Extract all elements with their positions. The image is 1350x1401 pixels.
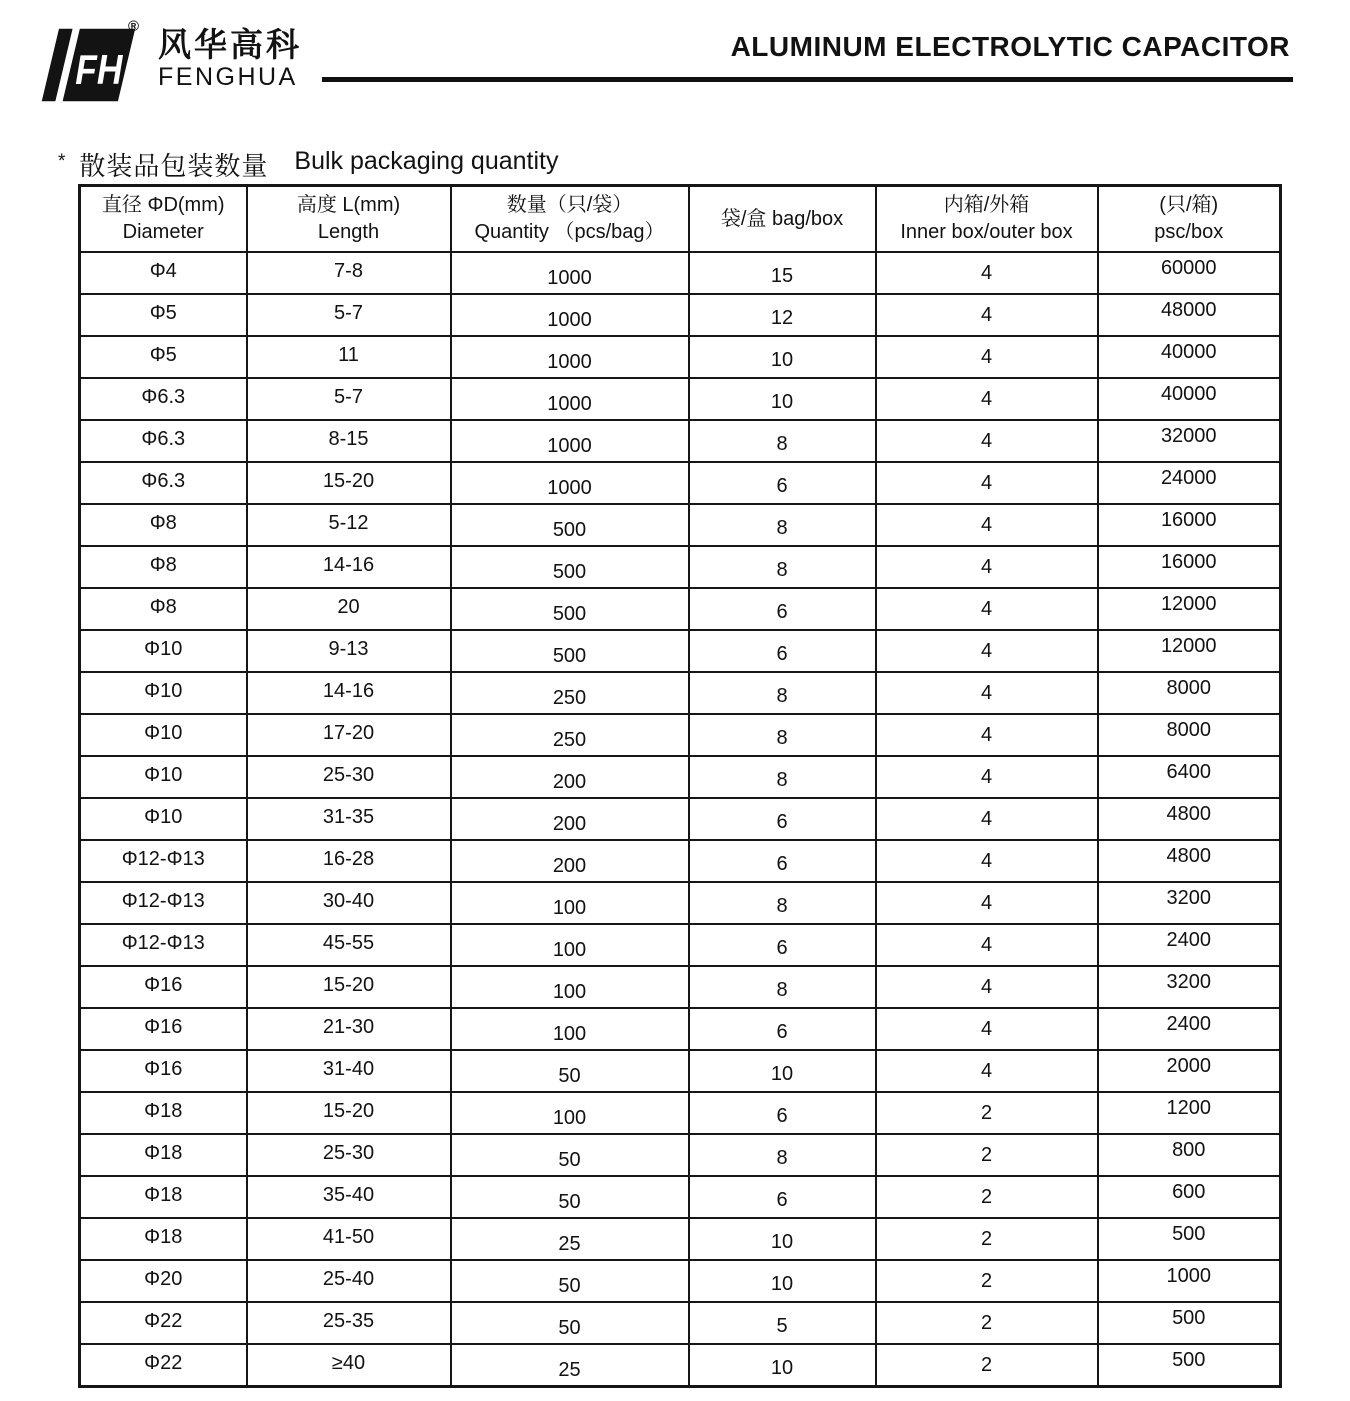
cell: 4 [876,924,1098,966]
cell: 24000 [1098,462,1281,504]
cell: 4 [876,378,1098,420]
cell: 20 [247,588,451,630]
cell: 4 [876,966,1098,1008]
table-row [80,1344,1281,1387]
brand-text [158,28,302,90]
cell: 250 [451,714,689,756]
table-row [80,378,1281,420]
cell: 30-40 [247,882,451,924]
cell: 8 [689,672,876,714]
cell: 8-15 [247,420,451,462]
cell: 14-16 [247,546,451,588]
cell: Φ18 [80,1176,247,1218]
page-title: ALUMINUM ELECTROLYTIC CAPACITOR [730,31,1290,62]
cell: 1000 [451,252,689,294]
cell: 3200 [1098,882,1281,924]
cell: 15 [689,252,876,294]
cell: 500 [451,504,689,546]
cell: 8 [689,882,876,924]
table-row [80,1134,1281,1176]
cell: 4 [876,504,1098,546]
cell: 5-12 [247,504,451,546]
cell: 2 [876,1176,1098,1218]
cell: 6 [689,1176,876,1218]
cell: 4 [876,882,1098,924]
cell: 17-20 [247,714,451,756]
cell: 5-7 [247,378,451,420]
cell: 1000 [451,294,689,336]
table-row [80,252,1281,294]
cell: 10 [689,336,876,378]
cell: Φ8 [80,546,247,588]
cell: 35-40 [247,1176,451,1218]
cell: Φ16 [80,1008,247,1050]
cell: 250 [451,672,689,714]
cell: 32000 [1098,420,1281,462]
table-row [80,882,1281,924]
cell: 31-35 [247,798,451,840]
cell: 4 [876,462,1098,504]
cell: 25-30 [247,756,451,798]
table-row [80,840,1281,882]
cell: Φ5 [80,336,247,378]
cell: 50 [451,1134,689,1176]
cell: 2 [876,1092,1098,1134]
cell: 6 [689,840,876,882]
cell: 50 [451,1260,689,1302]
table-row [80,1260,1281,1302]
cell: 1000 [1098,1260,1281,1302]
column-header-3: 袋/盒 bag/box [689,186,876,253]
cell: 7-8 [247,252,451,294]
cell: 4800 [1098,840,1281,882]
cell: Φ16 [80,1050,247,1092]
table-row [80,588,1281,630]
cell: 800 [1098,1134,1281,1176]
cell: 500 [451,546,689,588]
table-row [80,462,1281,504]
cell: 100 [451,924,689,966]
cell: 6 [689,924,876,966]
cell: 500 [451,630,689,672]
cell: 4 [876,336,1098,378]
cell: 2 [876,1218,1098,1260]
cell: Φ18 [80,1134,247,1176]
cell: Φ10 [80,798,247,840]
table-row [80,924,1281,966]
cell: 6 [689,588,876,630]
cell: 4800 [1098,798,1281,840]
cell: 4 [876,588,1098,630]
cell: 45-55 [247,924,451,966]
cell: 41-50 [247,1218,451,1260]
cell: 600 [1098,1176,1281,1218]
cell: 8 [689,714,876,756]
cell: Φ10 [80,756,247,798]
table-row [80,1176,1281,1218]
cell: 16000 [1098,546,1281,588]
cell: 8 [689,420,876,462]
header-row [80,186,1281,253]
cell: Φ8 [80,504,247,546]
cell: 2400 [1098,1008,1281,1050]
cell: 4 [876,1008,1098,1050]
cell: 4 [876,756,1098,798]
column-header-2: 数量（只/袋） Quantity （pcs/bag） [451,186,689,253]
cell: Φ4 [80,252,247,294]
cell: 31-40 [247,1050,451,1092]
cell: Φ5 [80,294,247,336]
cell: 48000 [1098,294,1281,336]
bulk-packaging-table [78,184,1282,1388]
cell: 4 [876,714,1098,756]
cell: 500 [1098,1302,1281,1344]
cell: 10 [689,378,876,420]
table-row [80,420,1281,462]
cell: 8 [689,504,876,546]
cell: Φ22 [80,1302,247,1344]
cell: 6 [689,798,876,840]
table-row [80,504,1281,546]
cell: 10 [689,1050,876,1092]
section-title-chinese: 散装品包装数量 [79,151,269,181]
section-heading [58,146,558,183]
svg-text:FH: FH [75,46,124,94]
cell: 1000 [451,462,689,504]
cell: 16000 [1098,504,1281,546]
cell: Φ6.3 [80,378,247,420]
cell: 4 [876,672,1098,714]
cell: 14-16 [247,672,451,714]
cell: 50 [451,1176,689,1218]
section-title-english: Bulk packaging quantity [294,147,559,175]
cell: ≥40 [247,1344,451,1387]
cell: 12000 [1098,588,1281,630]
cell: 60000 [1098,252,1281,294]
cell: Φ22 [80,1344,247,1387]
cell: 21-30 [247,1008,451,1050]
brand-name-chinese: 风华高科 [158,26,302,63]
cell: 25-35 [247,1302,451,1344]
cell: 11 [247,336,451,378]
cell: 50 [451,1050,689,1092]
cell: 5-7 [247,294,451,336]
cell: 1000 [451,420,689,462]
table-row [80,756,1281,798]
table-row [80,336,1281,378]
table-row [80,966,1281,1008]
cell: 6 [689,462,876,504]
cell: 25 [451,1344,689,1387]
cell: Φ16 [80,966,247,1008]
table-row [80,1092,1281,1134]
cell: 200 [451,840,689,882]
cell: 8 [689,966,876,1008]
cell: 9-13 [247,630,451,672]
cell: 500 [451,588,689,630]
fenghua-logo-mark [38,26,138,104]
cell: 4 [876,294,1098,336]
cell: 6 [689,1008,876,1050]
table-row [80,714,1281,756]
cell: 8000 [1098,714,1281,756]
cell: 2 [876,1344,1098,1387]
cell: 6400 [1098,756,1281,798]
table-row [80,1218,1281,1260]
cell: Φ12-Φ13 [80,924,247,966]
cell: 1000 [451,378,689,420]
cell: 2000 [1098,1050,1281,1092]
cell: 8 [689,546,876,588]
cell: 40000 [1098,336,1281,378]
registered-trademark-symbol: ® [128,18,140,35]
cell: Φ12-Φ13 [80,882,247,924]
cell: 6 [689,1092,876,1134]
cell: 15-20 [247,462,451,504]
cell: 15-20 [247,966,451,1008]
column-header-0: 直径 ΦD(mm) Diameter [80,186,247,253]
cell: 200 [451,756,689,798]
cell: 2 [876,1302,1098,1344]
cell: 8 [689,1134,876,1176]
cell: 8000 [1098,672,1281,714]
fh-monogram-icon [38,26,138,104]
cell: 40000 [1098,378,1281,420]
header-rule [322,77,1293,82]
cell: 100 [451,1092,689,1134]
cell: 4 [876,546,1098,588]
brand-name-english: FENGHUA [158,63,298,91]
cell: 100 [451,882,689,924]
table-row [80,630,1281,672]
cell: 1000 [451,336,689,378]
cell: Φ20 [80,1260,247,1302]
cell: 2 [876,1134,1098,1176]
cell: 5 [689,1302,876,1344]
cell: Φ8 [80,588,247,630]
cell: Φ12-Φ13 [80,840,247,882]
cell: Φ18 [80,1092,247,1134]
cell: 10 [689,1218,876,1260]
cell: 8 [689,756,876,798]
cell: 4 [876,630,1098,672]
cell: 4 [876,252,1098,294]
cell: 4 [876,840,1098,882]
cell: 25-30 [247,1134,451,1176]
cell: 3200 [1098,966,1281,1008]
cell: 200 [451,798,689,840]
table-row [80,546,1281,588]
cell: Φ6.3 [80,462,247,504]
cell: 100 [451,1008,689,1050]
table-row [80,1050,1281,1092]
cell: 12 [689,294,876,336]
cell: 50 [451,1302,689,1344]
cell: 10 [689,1260,876,1302]
table-row [80,798,1281,840]
cell: Φ10 [80,714,247,756]
cell: 16-28 [247,840,451,882]
cell: 2 [876,1260,1098,1302]
cell: 15-20 [247,1092,451,1134]
cell: 4 [876,420,1098,462]
column-header-1: 高度 L(mm) Length [247,186,451,253]
cell: Φ10 [80,630,247,672]
cell: 500 [1098,1344,1281,1387]
section-marker: * [58,151,66,172]
table-header-row [80,186,1281,253]
table-row [80,672,1281,714]
cell: 2400 [1098,924,1281,966]
cell: 12000 [1098,630,1281,672]
cell: 100 [451,966,689,1008]
table-row [80,294,1281,336]
cell: 25-40 [247,1260,451,1302]
cell: 6 [689,630,876,672]
cell: 4 [876,1050,1098,1092]
table-row [80,1008,1281,1050]
column-header-5: (只/箱) psc/box [1098,186,1281,253]
table-body [80,252,1281,1387]
cell: 500 [1098,1218,1281,1260]
column-header-4: 内箱/外箱 Inner box/outer box [876,186,1098,253]
cell: Φ6.3 [80,420,247,462]
cell: Φ18 [80,1218,247,1260]
cell: 10 [689,1344,876,1387]
table-row [80,1302,1281,1344]
cell: 25 [451,1218,689,1260]
cell: 4 [876,798,1098,840]
cell: 1200 [1098,1092,1281,1134]
cell: Φ10 [80,672,247,714]
